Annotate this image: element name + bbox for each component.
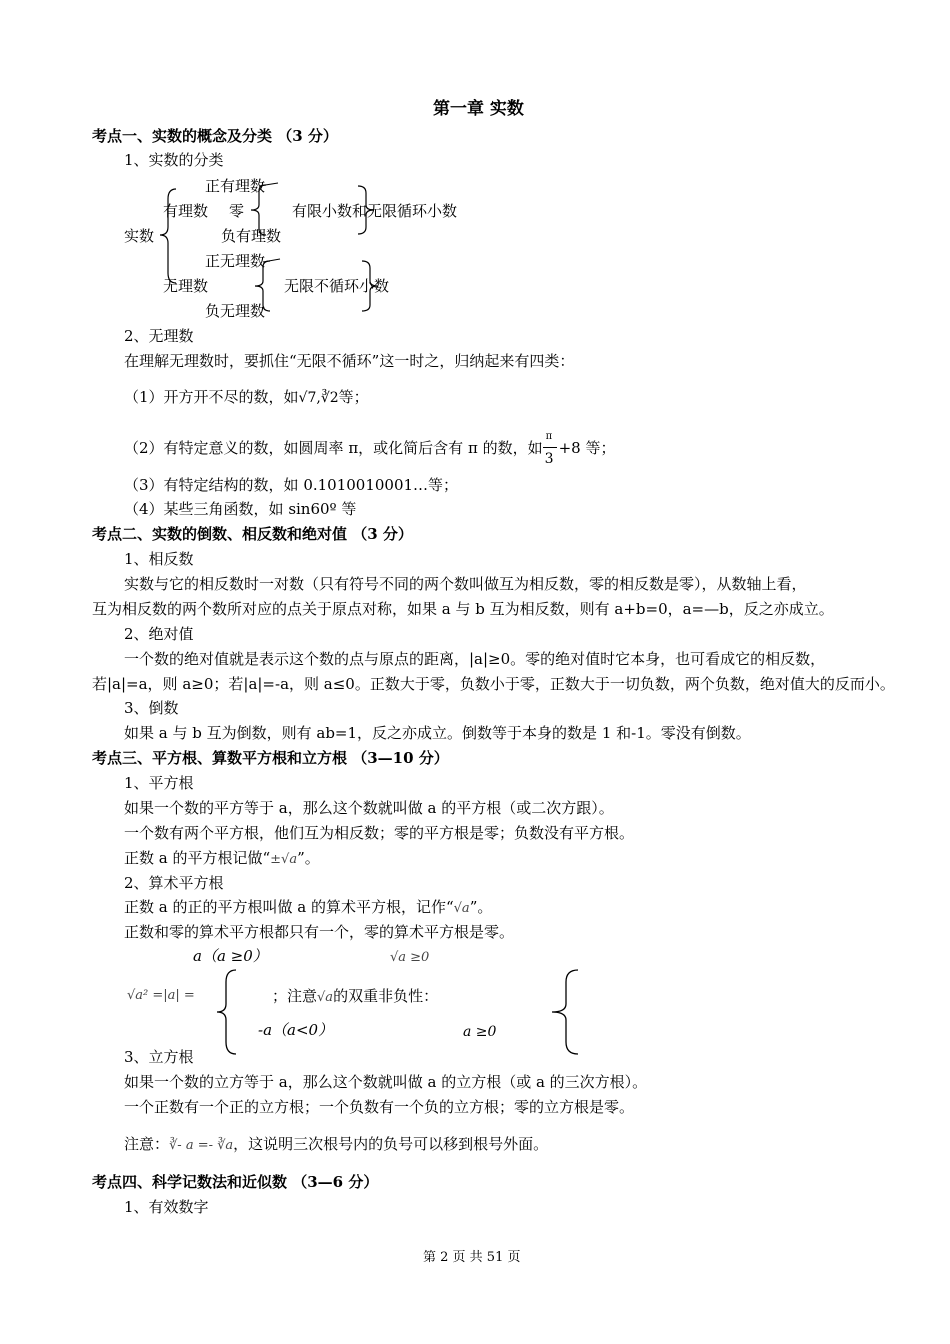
subheading: 1、有效数字 — [124, 1198, 209, 1216]
tree-node-wuxian: 无限不循环小数 — [284, 277, 390, 295]
subheading: 2、算术平方根 — [124, 874, 224, 892]
nonneg-brace — [548, 968, 582, 1058]
tree-brace-wuxian — [360, 259, 382, 315]
list-item-3: （3）有特定结构的数，如 0.1010010001…等； — [124, 476, 459, 494]
paragraph: 一个数有两个平方根，他们互为相反数；零的平方根是零；负数没有平方根。 — [124, 824, 635, 842]
paragraph: 若|a|=a，则 a≥0；若|a|=-a，则 a≤0。正数大于零，负数小于零，正数大于一切负数，两个负数，绝对值大的反而小。 — [92, 675, 895, 693]
tree-brace-youxian — [356, 184, 378, 238]
subheading: 1、平方根 — [124, 774, 194, 792]
tree-node-wulishu: 无理数 — [163, 277, 209, 295]
paragraph: 如果 a 与 b 互为倒数，则有 ab=1，反之亦成立。倒数等于本身的数是 1 和-1。零没有倒数。 — [124, 724, 751, 742]
paragraph: 一个正数有一个正的立方根；一个负数有一个负的立方根；零的立方根是零。 — [124, 1098, 635, 1116]
formula-abs: √a² =|a| = — [127, 988, 195, 1003]
tree-node-zheng-youli: 正有理数 — [205, 177, 266, 195]
paragraph: 如果一个数的立方等于 a，那么这个数就叫做 a 的立方根（或 a 的三次方根）。 — [124, 1073, 648, 1091]
list-item-4: （4）某些三角函数，如 sin60º 等 — [124, 500, 357, 518]
tree-node-youxian: 有限小数和无限循环小数 — [292, 202, 458, 220]
cases-brace — [214, 968, 240, 1058]
tree-brace-wuli — [250, 259, 274, 315]
text: 的双重非负性： — [333, 987, 439, 1005]
fraction-denominator: 3 — [544, 451, 554, 467]
math-expression: ∛- a =- ∛a — [169, 1138, 234, 1153]
paragraph — [124, 897, 492, 919]
tree-node-fu-youli: 负有理数 — [221, 227, 282, 245]
text: （1）开方开不尽的数，如 — [124, 388, 299, 406]
paragraph — [124, 848, 320, 870]
subheading: 3、立方根 — [124, 1048, 194, 1066]
subheading: 1、实数的分类 — [124, 151, 224, 169]
nonneg-a: a ≥0 — [463, 1024, 497, 1040]
tree-node-youlishu: 有理数 — [163, 202, 209, 220]
text: ；注意 — [272, 987, 318, 1005]
section-heading-3: 考点三、平方根、算数平方根和立方根 （3—10 分） — [92, 749, 449, 767]
paragraph: 正数和零的算术平方根都只有一个，零的算术平方根是零。 — [124, 923, 515, 941]
page-footer: 第 2 页 共 51 页 — [423, 1250, 521, 1265]
tree-brace-main — [158, 187, 180, 287]
paragraph: 一个数的绝对值就是表示这个数的点与原点的距离，|a|≥0。零的绝对值时它本身，也可看成它的相反数， — [124, 650, 826, 668]
subheading: 1、相反数 — [124, 550, 194, 568]
text: 正数 a 的正的平方根叫做 a 的算术平方根，记作“ — [124, 898, 454, 916]
paragraph — [124, 1134, 548, 1156]
paragraph: 实数与它的相反数时一对数（只有符号不同的两个数叫做互为相反数，零的相反数是零），从数轴上看， — [124, 575, 807, 593]
paragraph: 互为相反数的两个数所对应的点关于原点对称，如果 a 与 b 互为相反数，则有 a+b=0，a=—b，反之亦成立。 — [92, 600, 834, 618]
fraction-numerator: π — [545, 431, 553, 442]
math-expression: ±√a — [270, 852, 298, 867]
math-expression: √a — [317, 990, 334, 1005]
subheading: 3、倒数 — [124, 699, 179, 717]
text: ”。 — [469, 898, 493, 916]
text: ”。 — [297, 849, 320, 867]
subheading: 2、绝对值 — [124, 625, 194, 643]
list-item-2 — [124, 431, 616, 467]
text: 等； — [338, 388, 369, 406]
list-item-1 — [124, 387, 369, 408]
fraction-line — [543, 447, 557, 448]
tree-node-ling: 零 — [229, 202, 245, 220]
section-heading-4: 考点四、科学记数法和近似数 （3—6 分） — [92, 1173, 379, 1191]
math-expression: √a — [453, 901, 470, 916]
fraction — [543, 431, 559, 467]
case-negative: -a（a<0） — [258, 1021, 334, 1039]
section-heading-2: 考点二、实数的倒数、相反数和绝对值 （3 分） — [92, 525, 413, 543]
tree-node-fu-wuli: 负无理数 — [205, 302, 266, 320]
section-heading-1: 考点一、实数的概念及分类 （3 分） — [92, 127, 338, 145]
tree-brace-youli — [248, 183, 270, 239]
note-nonneg — [272, 986, 438, 1008]
case-positive: a（a ≥0） — [193, 947, 268, 965]
paragraph: 在理解无理数时，要抓住“无限不循环”这一时之，归纳起来有四类： — [124, 352, 575, 370]
page-title: 第一章 实数 — [433, 99, 524, 119]
paragraph: 如果一个数的平方等于 a，那么这个数就叫做 a 的平方根（或二次方跟）。 — [124, 799, 614, 817]
text: （2）有特定意义的数，如圆周率 π，或化简后含有 π 的数，如 — [124, 439, 543, 457]
tree-node-zheng-wuli: 正无理数 — [205, 252, 266, 270]
text: ，这说明三次根号内的负号可以移到根号外面。 — [233, 1135, 549, 1153]
subheading: 2、无理数 — [124, 327, 194, 345]
math-expression: √7,∛2 — [298, 390, 339, 406]
tree-node-shishu: 实数 — [124, 227, 155, 245]
text: +8 等； — [558, 439, 616, 457]
text: 正数 a 的平方根记做“ — [124, 849, 271, 867]
text: 注意： — [124, 1135, 170, 1153]
nonneg-sqrt: √a ≥0 — [390, 950, 430, 965]
